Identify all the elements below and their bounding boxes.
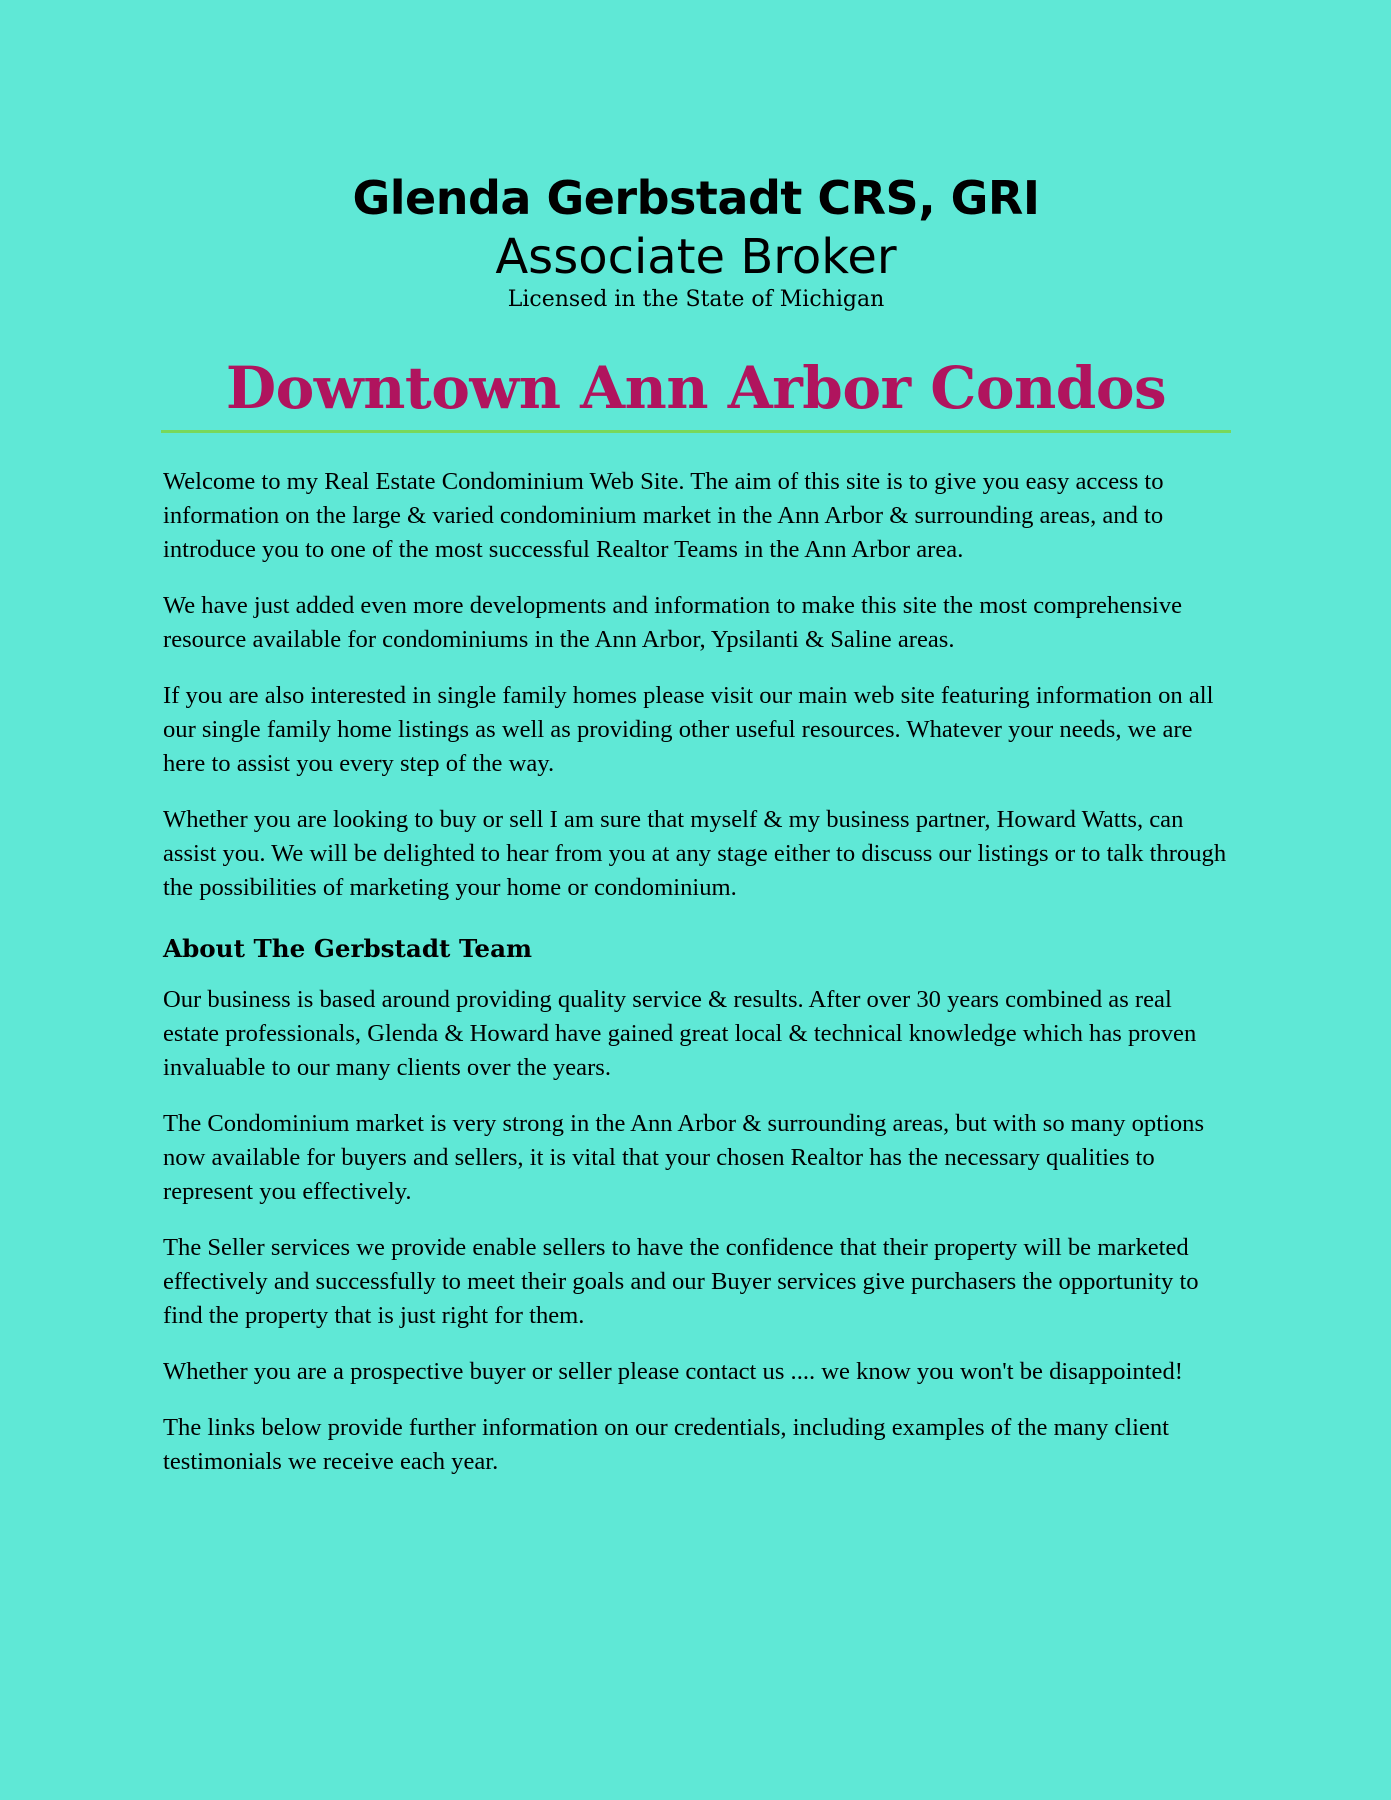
agent-name: Glenda Gerbstadt CRS, GRI: [352, 171, 1040, 225]
agent-header: [163, 165, 1229, 315]
intro-paragraph: We have just added even more developments and information to make this site the most comprehensive resource available for condominiums in the Ann Arbor, Ypsilanti & Saline areas.: [163, 592, 1183, 653]
intro-paragraph: If you are also interested in single family homes please visit our main web site featuring information on all our single family home listings as well as providing other useful resources. Whatever your needs, we are here to assist you every step of the way.: [163, 682, 1214, 777]
team-paragraph: The links below provide further information on our credentials, including examples of the many client testimonials we receive each year.: [163, 1414, 1170, 1475]
team-section-heading: About The Gerbstadt Team: [163, 934, 533, 963]
main-content: [163, 465, 1229, 1501]
team-paragraph: The Seller services we provide enable sellers to have the confidence that their property will be marketed effectively and successfully to meet their goals and our Buyer services give purchasers the opportunity to find the property that is just right for them.: [163, 1234, 1199, 1329]
intro-paragraph: Whether you are looking to buy or sell I am sure that myself & my business partner, Howard Watts, can assist you. We will be delighted to hear from you at any stage either to discuss our listings or to talk through the possibilities of marketing your home or condominium.: [163, 806, 1227, 901]
team-paragraph: Our business is based around providing quality service & results. After over 30 years combined as real estate professionals, Glenda & Howard have gained great local & technical knowledge which has proven invaluable to our many clients over the years.: [163, 986, 1197, 1081]
intro-paragraph: Welcome to my Real Estate Condominium Web Site. The aim of this site is to give you easy access to information on the large & varied condominium market in the Ann Arbor & surrounding areas, and to introduce you to one of the most successful Realtor Teams in the Ann Arbor area.: [163, 468, 1164, 563]
agent-role: Associate Broker: [495, 229, 897, 285]
license-line: Licensed in the State of Michigan: [507, 287, 885, 312]
document-page: [163, 0, 1229, 1800]
team-paragraph: Whether you are a prospective buyer or seller please contact us .... we know you won't be disappointed!: [163, 1358, 1183, 1385]
team-paragraph: The Condominium market is very strong in the Ann Arbor & surrounding areas, but with so many options now available for buyers and sellers, it is vital that your chosen Realtor has the necessary qualities to represent you effectively.: [163, 1110, 1205, 1205]
site-title: Downtown Ann Arbor Condos: [225, 354, 1167, 422]
title-divider: [161, 430, 1231, 433]
